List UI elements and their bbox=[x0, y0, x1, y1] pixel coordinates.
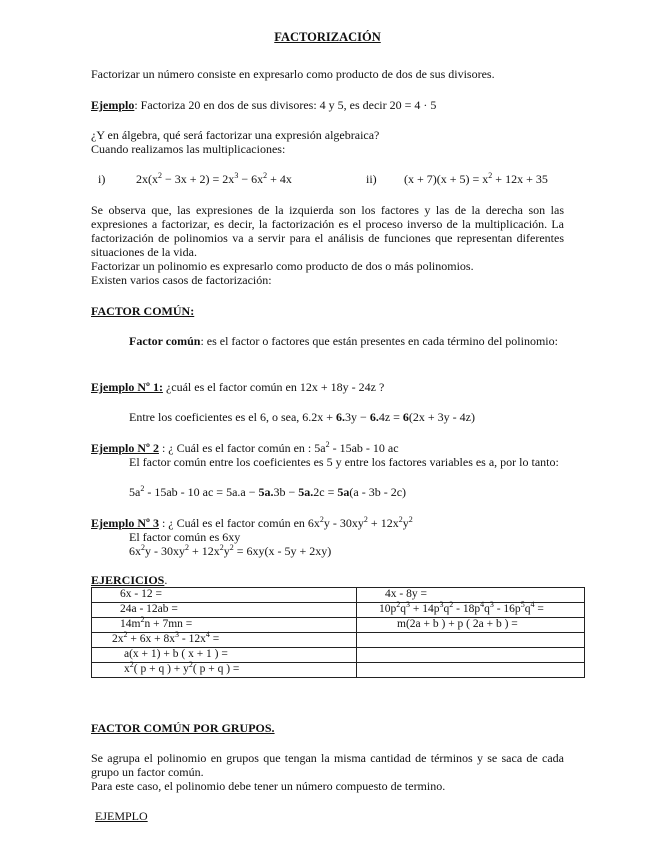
section-heading-factor-comun-grupos: FACTOR COMÚN POR GRUPOS. bbox=[91, 721, 275, 735]
exercise-cell: $14m^2n + 7mn$ = bbox=[92, 618, 357, 633]
exercise-cell: $x^2$( p + q ) + $y^2$( p + q ) = bbox=[92, 663, 357, 678]
factor-comun-grupos-note: Para este caso, el polinomio debe tener un número compuesto de termino. bbox=[91, 779, 446, 793]
paragraph-cases: Existen varios casos de factorización: bbox=[91, 273, 272, 287]
section-heading-factor-comun: FACTOR COMÚN: bbox=[91, 304, 195, 318]
table-row bbox=[92, 588, 585, 603]
exercise-cell: m(2a + b ) + p ( 2a + b ) = bbox=[357, 618, 585, 633]
exercise-cell: $10p^2q^3 + 14p^3q^2 - 18p^4q^3 - 16p^5q^4$ = bbox=[357, 603, 585, 618]
example-2-explanation: El factor común entre los coeficientes es 5 y entre los factores variables es a, por lo tanto: bbox=[129, 455, 559, 469]
exercise-cell-empty bbox=[357, 663, 585, 678]
exercise-cell: 4x - 8y = bbox=[357, 588, 585, 603]
example-text: : Factoriza 20 en dos de sus divisores: 4 y 5, es decir 20 = 4 · 5 bbox=[134, 98, 437, 112]
example-3-question: Ejemplo Nº 3 : ¿ Cuál es el factor común en $6x^2y - 30xy^2 + 12x^2y^2$ bbox=[91, 515, 413, 530]
table-row bbox=[92, 603, 585, 618]
example-line bbox=[91, 98, 564, 112]
exercise-cell-empty bbox=[357, 633, 585, 648]
intro-text: Factorizar un número consiste en expresarlo como producto de dos de sus divisores. bbox=[91, 67, 495, 81]
page-title: FACTORIZACIÓN bbox=[274, 30, 381, 44]
exercise-cell: a(x + 1) + b ( x + 1 ) = bbox=[92, 648, 357, 663]
table-row bbox=[92, 648, 585, 663]
example-label: Ejemplo bbox=[91, 98, 135, 112]
question-line-2: Cuando realizamos las multiplicaciones: bbox=[91, 142, 286, 156]
example-1-question: Ejemplo Nº 1: ¿cuál es el factor común en 12x + 18y - 24z ? bbox=[91, 380, 385, 394]
mult-ii-label: ii) bbox=[366, 172, 377, 186]
exercise-cell: $2x^2 + 6x + 8x^3 - 12x^4$ = bbox=[92, 633, 357, 648]
mult-i-expression: $2x(x^2 - 3x + 2) = 2x^3 - 6x^2 + 4x$ bbox=[136, 171, 292, 186]
paragraph-definition: Factorizar un polinomio es expresarlo como producto de dos o más polinomios. bbox=[91, 259, 474, 273]
table-row bbox=[92, 633, 585, 648]
mult-ii-expression: $(x + 7)(x + 5) = x^2 + 12x + 35$ bbox=[404, 171, 548, 186]
exercises-heading: EJERCICIOS. bbox=[91, 573, 168, 587]
example-3-solution: $6x^2y - 30xy^2 + 12x^2y^2 = 6xy(x - 5y + 2xy)$ bbox=[129, 543, 332, 558]
example-1-solution: Entre los coeficientes es el 6, o sea, 6.2x + 6.3y − 6.4z = 6(2x + 3y - 4z) bbox=[129, 410, 476, 424]
table-row bbox=[92, 663, 585, 678]
final-example-heading: EJEMPLO bbox=[95, 809, 148, 823]
example-2-question: Ejemplo Nº 2 : ¿ Cuál es el factor común en : $5a^2 - 15ab - 10$ ac bbox=[91, 440, 399, 455]
multiplications-row bbox=[98, 172, 618, 186]
mult-i-label: i) bbox=[98, 172, 106, 186]
example-2-solution: $5a^2 - 15ab - 10$ ac = 5a.a − 5a.3b − 5a.2c = 5a(a - 3b - 2c) bbox=[129, 484, 407, 499]
exercise-cell: 24a - 12ab = bbox=[92, 603, 357, 618]
question-line: ¿Y en álgebra, qué será factorizar una expresión algebraica? bbox=[91, 128, 380, 142]
table-row bbox=[92, 618, 585, 633]
factor-comun-definition: Factor común: es el factor o factores que están presentes en cada término del polinomio: bbox=[129, 334, 558, 348]
exercise-cell-empty bbox=[357, 648, 585, 663]
exercises-table bbox=[91, 587, 585, 678]
paragraph-observation: Se observa que, las expresiones de la izquierda son los factores y las de la derecha son las expresiones a factorizar, es decir, la factorización es el proceso inverso de la multiplicación. La factorización de polinomios va a servir para el análisis de funciones que representan diferentes situaciones de la vida. bbox=[91, 203, 564, 259]
example-3-common-factor: El factor común es 6xy bbox=[129, 530, 241, 544]
exercise-cell: 6x - 12 = bbox=[92, 588, 357, 603]
factor-comun-grupos-paragraph: Se agrupa el polinomio en grupos que tengan la misma cantidad de términos y se saca de cada grupo un factor común. bbox=[91, 751, 564, 779]
